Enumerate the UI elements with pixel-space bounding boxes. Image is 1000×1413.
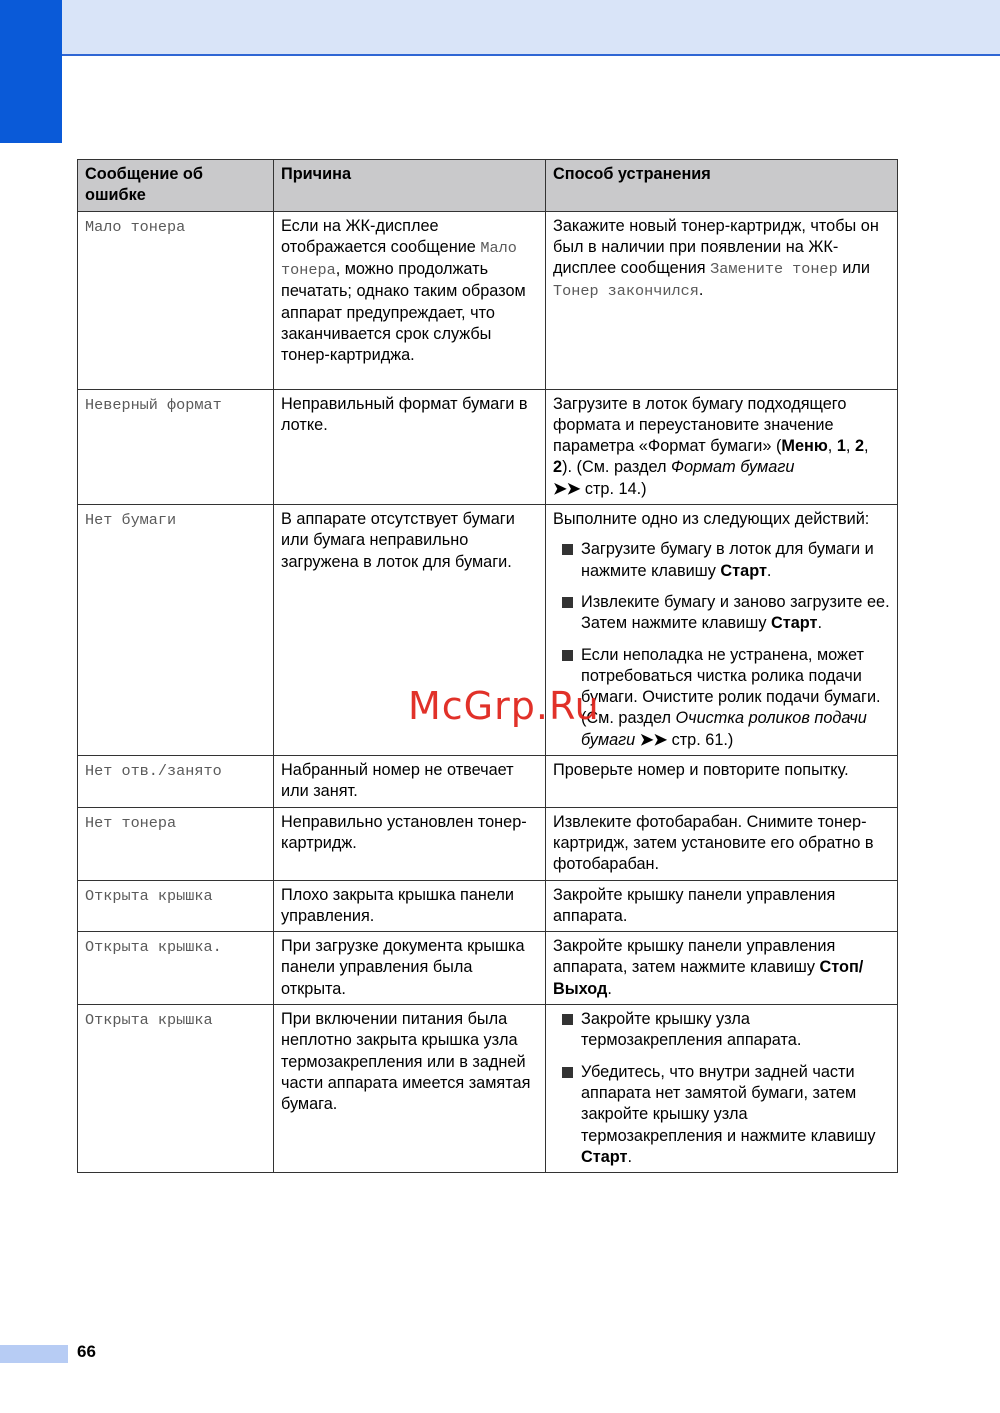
cause-cell [274, 211, 546, 389]
key-label: Старт [581, 1147, 628, 1166]
error-code: Нет отв./занято [85, 762, 222, 781]
error-message-cell [78, 756, 274, 808]
page-reference: стр. 14.) [580, 479, 647, 498]
remedy-cell: Проверьте номер и повторите попытку. [546, 756, 898, 808]
table-row [78, 211, 898, 389]
key-label: Старт [720, 561, 767, 580]
remedy-cell [546, 932, 898, 1005]
remedy-text: . [698, 281, 704, 300]
error-messages-table [77, 159, 898, 1173]
remedy-cell [546, 389, 898, 504]
table-row [78, 1005, 898, 1173]
table-row [78, 505, 898, 756]
list-item-text: Убедитесь, что внутри задней части аппарата нет замятой бумаги, затем закройте крышку узла термозакрепления и нажмите клавишу [581, 1062, 876, 1145]
header-remedy: Способ устранения [546, 160, 898, 212]
error-message-cell [78, 505, 274, 756]
list-item-text: Закройте крышку узла термозакрепления аппарата. [581, 1010, 802, 1050]
error-message-cell [78, 807, 274, 880]
key-label: 1 [836, 437, 846, 456]
error-message-cell [78, 932, 274, 1005]
remedy-text: . [607, 979, 612, 998]
error-code: Открыта крышка. [85, 938, 222, 957]
remedy-cell: Извлеките фотобарабан. Снимите тонер-картридж, затем установите его обратно в фотобарабан. [546, 807, 898, 880]
error-code: Нет бумаги [85, 511, 177, 530]
remedy-list [553, 539, 890, 751]
remedy-cell [546, 211, 898, 389]
list-item [553, 1062, 890, 1168]
remedy-cell [546, 505, 898, 756]
header-cause: Причина [274, 160, 546, 212]
inline-code: Замените тонер [710, 260, 838, 279]
list-item [553, 1009, 890, 1052]
page-reference: стр. 61.) [667, 730, 734, 749]
remedy-list [553, 1009, 890, 1168]
square-bullet-icon [562, 544, 573, 555]
table-row [78, 932, 898, 1005]
cause-cell: При включении питания была неплотно закрыта крышка узла термозакрепления или в задней части аппарата имеется замятая бумага. [274, 1005, 546, 1173]
list-item-text: Извлеките бумагу и заново загрузите ее. Затем нажмите клавишу [581, 592, 890, 633]
list-item-text: . [766, 561, 772, 580]
table-row [78, 389, 898, 504]
double-arrow-icon: ➤➤ [553, 479, 581, 498]
list-item [553, 539, 890, 582]
double-arrow-icon: ➤➤ [635, 730, 668, 749]
separator: , [845, 437, 855, 456]
page-number-band [0, 1345, 68, 1363]
key-label: Стоп/Выход [553, 958, 864, 998]
remedy-cell: Закройте крышку панели управления аппарата. [546, 880, 898, 932]
page-number: 66 [77, 1342, 96, 1361]
error-code: Неверный формат [85, 395, 222, 414]
remedy-cell [546, 1005, 898, 1173]
cause-cell: Плохо закрыта крышка панели управления. [274, 880, 546, 932]
error-code: Мало тонера [85, 217, 186, 236]
square-bullet-icon [562, 597, 573, 608]
key-label: 2 [553, 458, 563, 477]
cause-cell: При загрузке документа крышка панели управления была открыта. [274, 932, 546, 1005]
table-row [78, 807, 898, 880]
table-row [78, 756, 898, 808]
list-item-text: Если неполадка не устранена, может потребоваться чистка ролика подачи бумаги. Очистите ролик подачи бумаги. (См. раздел [581, 645, 881, 728]
list-item-text: . [817, 614, 823, 633]
remedy-text: Загрузите в лоток бумагу подходящего формата и переустановите значение параметра «Формат бумаги» ( [553, 394, 847, 456]
table-header-row [78, 160, 898, 212]
list-item-text: Загрузите бумагу в лоток для бумаги и нажмите клавишу [581, 540, 874, 580]
remedy-text: ). (См. раздел [562, 458, 672, 477]
chapter-tab [0, 0, 62, 143]
remedy-text: Закажите новый тонер-картридж, чтобы он был в наличии при появлении на ЖК-дисплее сообщения [553, 216, 879, 278]
cause-cell: Неправильный формат бумаги в лотке. [274, 389, 546, 504]
list-item [553, 645, 890, 751]
error-message-cell [78, 880, 274, 932]
remedy-intro: Выполните одно из следующих действий: [553, 510, 870, 529]
list-item-text: . [627, 1147, 633, 1166]
error-message-cell [78, 1005, 274, 1173]
separator: , [827, 437, 837, 456]
inline-code: Мало тонера [281, 238, 517, 280]
remedy-text: или [837, 259, 870, 278]
watermark: McGrp.Ru [408, 684, 600, 728]
table-row [78, 880, 898, 932]
cross-reference: Очистка роликов подачи бумаги [581, 709, 867, 749]
inline-code: Тонер закончился [553, 282, 699, 301]
cause-cell: Неправильно установлен тонер-картридж. [274, 807, 546, 880]
error-message-cell [78, 389, 274, 504]
error-code: Открыта крышка [85, 886, 213, 905]
key-label: 2 [854, 437, 865, 456]
list-item [553, 592, 890, 635]
separator: , [864, 437, 869, 456]
cause-text: , можно продолжать печатать; однако таким образом аппарат предупреждает, что заканчивается срок службы тонер-картриджа. [281, 260, 526, 365]
cause-cell: В аппарате отсутствует бумаги или бумага неправильно загружена в лоток для бумаги. [274, 505, 546, 756]
cause-text: Если на ЖК-дисплее отображается сообщение [281, 216, 481, 256]
error-code: Нет тонера [85, 813, 177, 832]
square-bullet-icon [562, 1014, 573, 1025]
error-message-cell [78, 211, 274, 389]
header-band [0, 0, 1000, 56]
error-code: Открыта крышка [85, 1011, 213, 1030]
square-bullet-icon [562, 650, 573, 661]
key-label: Старт [771, 614, 818, 633]
remedy-text: Закройте крышку панели управления аппарата, затем нажмите клавишу [553, 937, 836, 977]
cause-cell: Набранный номер не отвечает или занят. [274, 756, 546, 808]
square-bullet-icon [562, 1067, 573, 1078]
header-error-message: Сообщение об ошибке [78, 160, 274, 212]
key-label: Меню [781, 437, 828, 456]
cross-reference: Формат бумаги [671, 458, 795, 477]
